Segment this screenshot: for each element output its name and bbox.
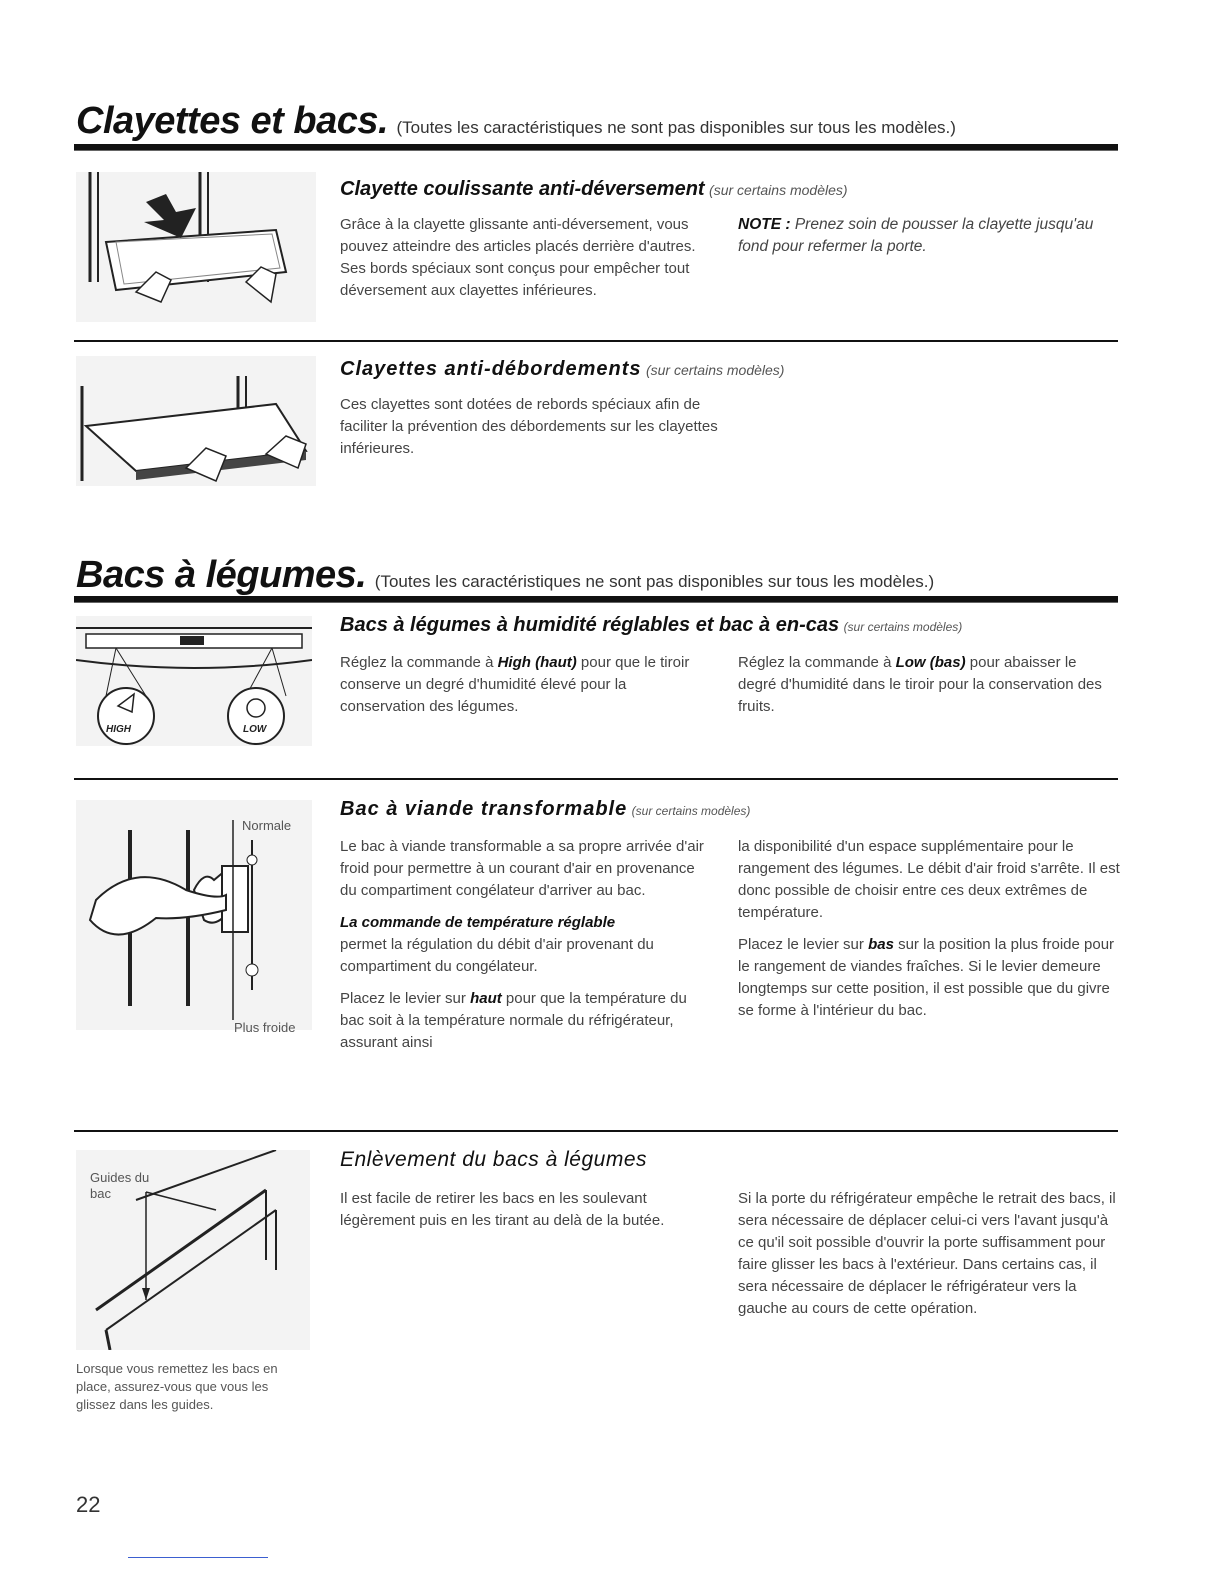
- colder-label: Plus froide: [234, 1020, 296, 1035]
- meat-title: Bac à viande transformable: [340, 798, 628, 820]
- meat-pan-illustration: [76, 800, 312, 1035]
- humidity-high-emph: High (haut): [497, 654, 577, 671]
- section1-header: [76, 100, 1126, 143]
- removal-right-body: [738, 1188, 1118, 1330]
- humidity-left-body: [340, 652, 710, 718]
- meat-p2: permet la régulation du débit d'air provenant du compartiment du congélateur.: [340, 936, 654, 975]
- humidity-drawer-illustration: [76, 616, 312, 746]
- note-text: Prenez soin de pousser la clayette jusqu'au fond pour refermer la porte.: [738, 216, 1094, 255]
- high-label: HIGH: [106, 724, 131, 735]
- meat-left-body: [340, 836, 708, 1064]
- section1-rule: [74, 144, 1118, 151]
- meat-subhead: La commande de température réglable: [340, 914, 616, 931]
- removal-title: Enlèvement du bacs à légumes: [340, 1148, 648, 1171]
- crisper-removal-illustration: [76, 1150, 310, 1350]
- meat-note: (sur certains modèles): [631, 804, 751, 818]
- removal-left-text: Il est facile de retirer les bacs en les soulevant légèrement puis en les tirant au delà de la butée.: [340, 1190, 665, 1229]
- humidity-left-post: pour que le tiroir conserve un degré d'humidité élevé pour la conservation des légumes.: [340, 654, 690, 715]
- humidity-low-emph: Low (bas): [895, 654, 966, 671]
- humidity-note: (sur certains modèles): [843, 620, 963, 634]
- sliding-shelf-title: Clayette coulissante anti-déversement: [340, 178, 705, 200]
- page-number: 22: [76, 1492, 101, 1517]
- meat-p5-pre: Placez le levier sur: [738, 936, 869, 953]
- spillproof-note: (sur certains modèles): [645, 362, 785, 378]
- sliding-shelf-note-box: [738, 214, 1098, 258]
- humidity-right-pre: Réglez la commande à: [738, 654, 896, 671]
- sliding-shelf-heading: [340, 178, 848, 201]
- footer-line: [128, 1557, 268, 1558]
- section1-subtitle: (Toutes les caractéristiques ne sont pas disponibles sur tous les modèles.): [396, 118, 956, 137]
- section2-header: [76, 554, 1126, 597]
- spillproof-text: Ces clayettes sont dotées de rebords spéciaux afin de faciliter la prévention des débordements sur les clayettes inférieures.: [340, 396, 718, 457]
- meat-divider: [74, 1130, 1118, 1132]
- section2-rule: [74, 596, 1118, 603]
- guides-label: Guides du bac: [90, 1170, 150, 1201]
- meat-heading: [340, 798, 750, 821]
- meat-p3-post: pour que la température du bac soit à la température normale du réfrigérateur, assurant ainsi: [340, 990, 687, 1051]
- section2-title: Bacs à légumes.: [76, 554, 367, 596]
- spillproof-shelf-illustration: [76, 356, 316, 486]
- humidity-right-post: pour abaisser le degré d'humidité dans le tiroir pour la conservation des fruits.: [738, 654, 1102, 715]
- low-label: LOW: [243, 724, 267, 735]
- spillproof-title: Clayettes anti-débordements: [340, 358, 642, 380]
- spillproof-heading: [340, 358, 784, 381]
- meat-p1: Le bac à viande transformable a sa propre arrivée d'air froid pour permettre à un courant d'air en provenance du compartiment congélateur d'arriver au bac.: [340, 838, 704, 899]
- meat-haut-emph: haut: [470, 990, 502, 1007]
- humidity-heading: [340, 614, 1130, 637]
- humidity-divider: [74, 778, 1118, 780]
- note-label: NOTE :: [738, 216, 791, 233]
- section1-title: Clayettes et bacs.: [76, 100, 389, 142]
- humidity-left-pre: Réglez la commande à: [340, 654, 498, 671]
- normal-label: Normale: [242, 818, 292, 833]
- meat-p5-post: sur la position la plus froide pour le rangement de viandes fraîches. Si le levier demeure longtemps sur cette position, il est possible que du givre se forme à l'intérieur du bac.: [738, 936, 1115, 1019]
- humidity-right-body: [738, 652, 1118, 718]
- meat-p3-pre: Placez le levier sur: [340, 990, 471, 1007]
- section2-subtitle: (Toutes les caractéristiques ne sont pas disponibles sur tous les modèles.): [374, 572, 935, 591]
- sliding-shelf-body: [340, 214, 712, 312]
- meat-p4: la disponibilité d'un espace supplémentaire pour le rangement des légumes. Le débit d'air froid s'arrête. Il est donc possible de choisir entre ces deux extrêmes de température.: [738, 838, 1120, 921]
- removal-left-body: [340, 1188, 706, 1242]
- sliding-shelf-illustration: [76, 172, 316, 322]
- item1-divider: [74, 340, 1118, 342]
- humidity-title: Bacs à légumes à humidité réglables et bac à en-cas: [340, 614, 840, 636]
- sliding-shelf-text: Grâce à la clayette glissante anti-déversement, vous pouvez atteindre des articles placés derrière d'autres. Ses bords spéciaux sont conçus pour empêcher tout déversement aux clayettes inférieures.: [340, 216, 696, 299]
- meat-bas-emph: bas: [868, 936, 894, 953]
- spillproof-body: [340, 394, 720, 470]
- removal-heading: [340, 1148, 647, 1172]
- crisper-caption: Lorsque vous remettez les bacs en place, assurez-vous que vous les glissez dans les guides.: [76, 1361, 278, 1412]
- sliding-shelf-note: (sur certains modèles): [709, 182, 848, 198]
- removal-right-text: Si la porte du réfrigérateur empêche le retrait des bacs, il sera nécessaire de déplacer celui-ci vers l'avant jusqu'à ce qu'il soit possible d'ouvrir la porte suffisamment pour faire glisser les bacs à l'extérieur. Dans certains cas, il sera nécessaire de déplacer le réfrigérateur vers la gauche au cours de cette opération.: [738, 1190, 1116, 1317]
- meat-right-body: [738, 836, 1120, 1032]
